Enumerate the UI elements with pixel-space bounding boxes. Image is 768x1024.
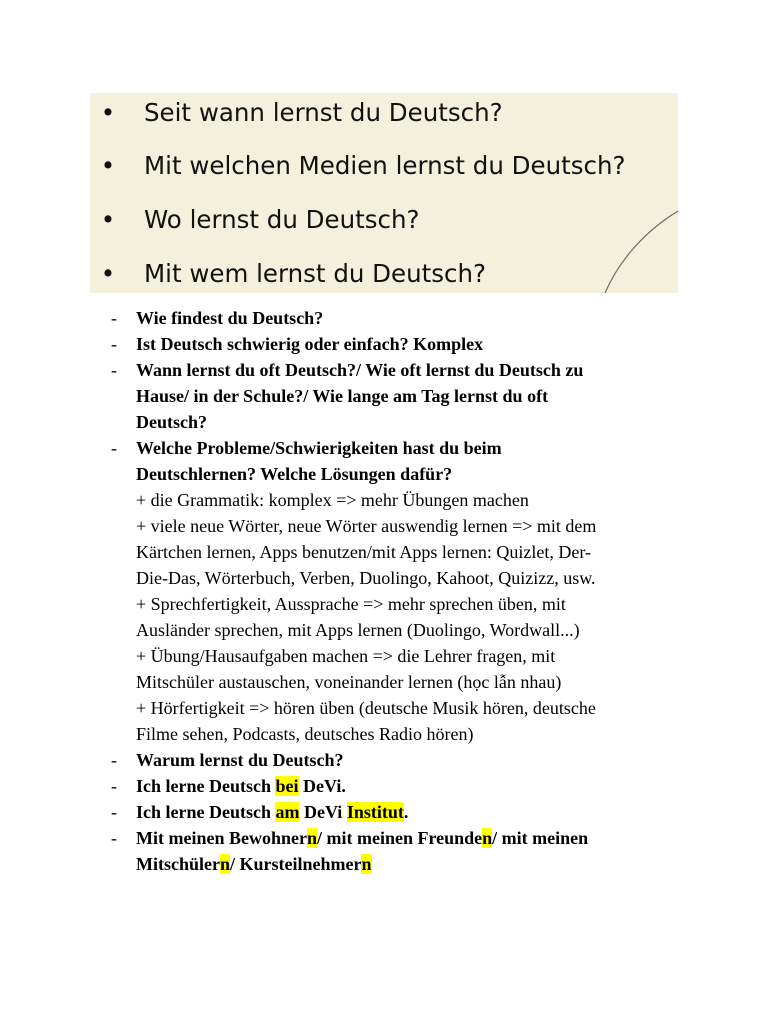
list-item [108, 773, 668, 799]
answer-text [136, 825, 668, 851]
question-text: Warum lernst du Deutsch? [136, 750, 344, 770]
answer-text-part: . [403, 802, 409, 822]
note-line: Ausländer sprechen, mit Apps lernen (Duolingo, Wordwall...) [136, 620, 580, 640]
dash-marker: - [111, 750, 117, 770]
answer-text-part: Ich lerne Deutsch [136, 776, 276, 796]
question-text: Ist Deutsch schwierig oder einfach? Komplex [136, 334, 484, 354]
answer-text [136, 799, 668, 825]
list-item [108, 305, 668, 331]
bullet-icon: • [100, 259, 116, 288]
list-item [108, 747, 668, 773]
highlighted-ending: n [219, 854, 230, 874]
answer-text-part: DeVi. [298, 776, 346, 796]
highlighted-ending: n [306, 828, 317, 848]
question-text: Welche Probleme/Schwierigkeiten hast du beim [136, 438, 502, 458]
answer-text-part: Mitschüler [136, 854, 220, 874]
question-text: Hause/ in der Schule?/ Wie lange am Tag lernst du oft [136, 386, 549, 406]
answer-text-part: Ich lerne Deutsch [136, 802, 276, 822]
dash-marker: - [111, 438, 117, 458]
list-item [108, 331, 668, 357]
bullet-icon: • [100, 151, 116, 180]
list-item [108, 435, 668, 747]
dash-marker: - [111, 828, 117, 848]
question-text: Wie findest du Deutsch? [136, 308, 324, 328]
highlighted-word: am [275, 802, 300, 822]
note-line: + Sprechfertigkeit, Aussprache => mehr sprechen üben, mit [136, 594, 566, 614]
question-text: Deutsch? [136, 412, 207, 432]
dash-marker: - [111, 334, 117, 354]
answer-text-part: Mit meinen Bewohner [136, 828, 307, 848]
answer-text-part: / Kursteilnehmer [230, 854, 362, 874]
note-line: Die-Das, Wörterbuch, Verben, Duolingo, Kahoot, Quizizz, usw. [136, 568, 596, 588]
list-item [108, 825, 668, 877]
bullet-icon: • [100, 98, 116, 127]
dash-marker: - [111, 776, 117, 796]
note-line: Filme sehen, Podcasts, deutsches Radio hören) [136, 724, 474, 744]
question-text: Wann lernst du oft Deutsch?/ Wie oft lernst du Deutsch zu [136, 360, 584, 380]
answer-text-part: DeVi [299, 802, 347, 822]
note-line: Kärtchen lernen, Apps benutzen/mit Apps lernen: Quizlet, Der- [136, 542, 592, 562]
answer-text [136, 851, 668, 877]
banner-question-text: Mit wem lernst du Deutsch? [144, 259, 487, 288]
answer-text [136, 773, 668, 799]
list-item [108, 357, 668, 435]
highlighted-ending: n [361, 854, 372, 874]
highlighted-word: Institut [346, 802, 404, 822]
dash-marker: - [111, 802, 117, 822]
banner-question-text: Wo lernst du Deutsch? [144, 205, 420, 234]
dash-marker: - [111, 360, 117, 380]
note-line: Mitschüler austauschen, voneinander lernen (học lẫn nhau) [136, 672, 562, 692]
banner-question-text: Mit welchen Medien lernst du Deutsch? [144, 151, 626, 180]
question-text: Deutschlernen? Welche Lösungen dafür? [136, 464, 453, 484]
note-line: + Hörfertigkeit => hören üben (deutsche Musik hören, deutsche [136, 698, 596, 718]
questions-banner [90, 93, 678, 293]
answer-text-part: / mit meinen Freunde [317, 828, 483, 848]
highlighted-ending: n [482, 828, 493, 848]
highlighted-word: bei [275, 776, 299, 796]
note-line: + die Grammatik: komplex => mehr Übungen machen [136, 490, 529, 510]
banner-question-text: Seit wann lernst du Deutsch? [144, 98, 503, 127]
bullet-icon: • [100, 205, 116, 234]
answer-text-part: / mit meinen [492, 828, 589, 848]
question-list [108, 305, 668, 877]
note-line: + Übung/Hausaufgaben machen => die Lehrer fragen, mit [136, 646, 556, 666]
note-line: + viele neue Wörter, neue Wörter auswendig lernen => mit dem [136, 516, 597, 536]
dash-marker: - [111, 308, 117, 328]
list-item [108, 799, 668, 825]
